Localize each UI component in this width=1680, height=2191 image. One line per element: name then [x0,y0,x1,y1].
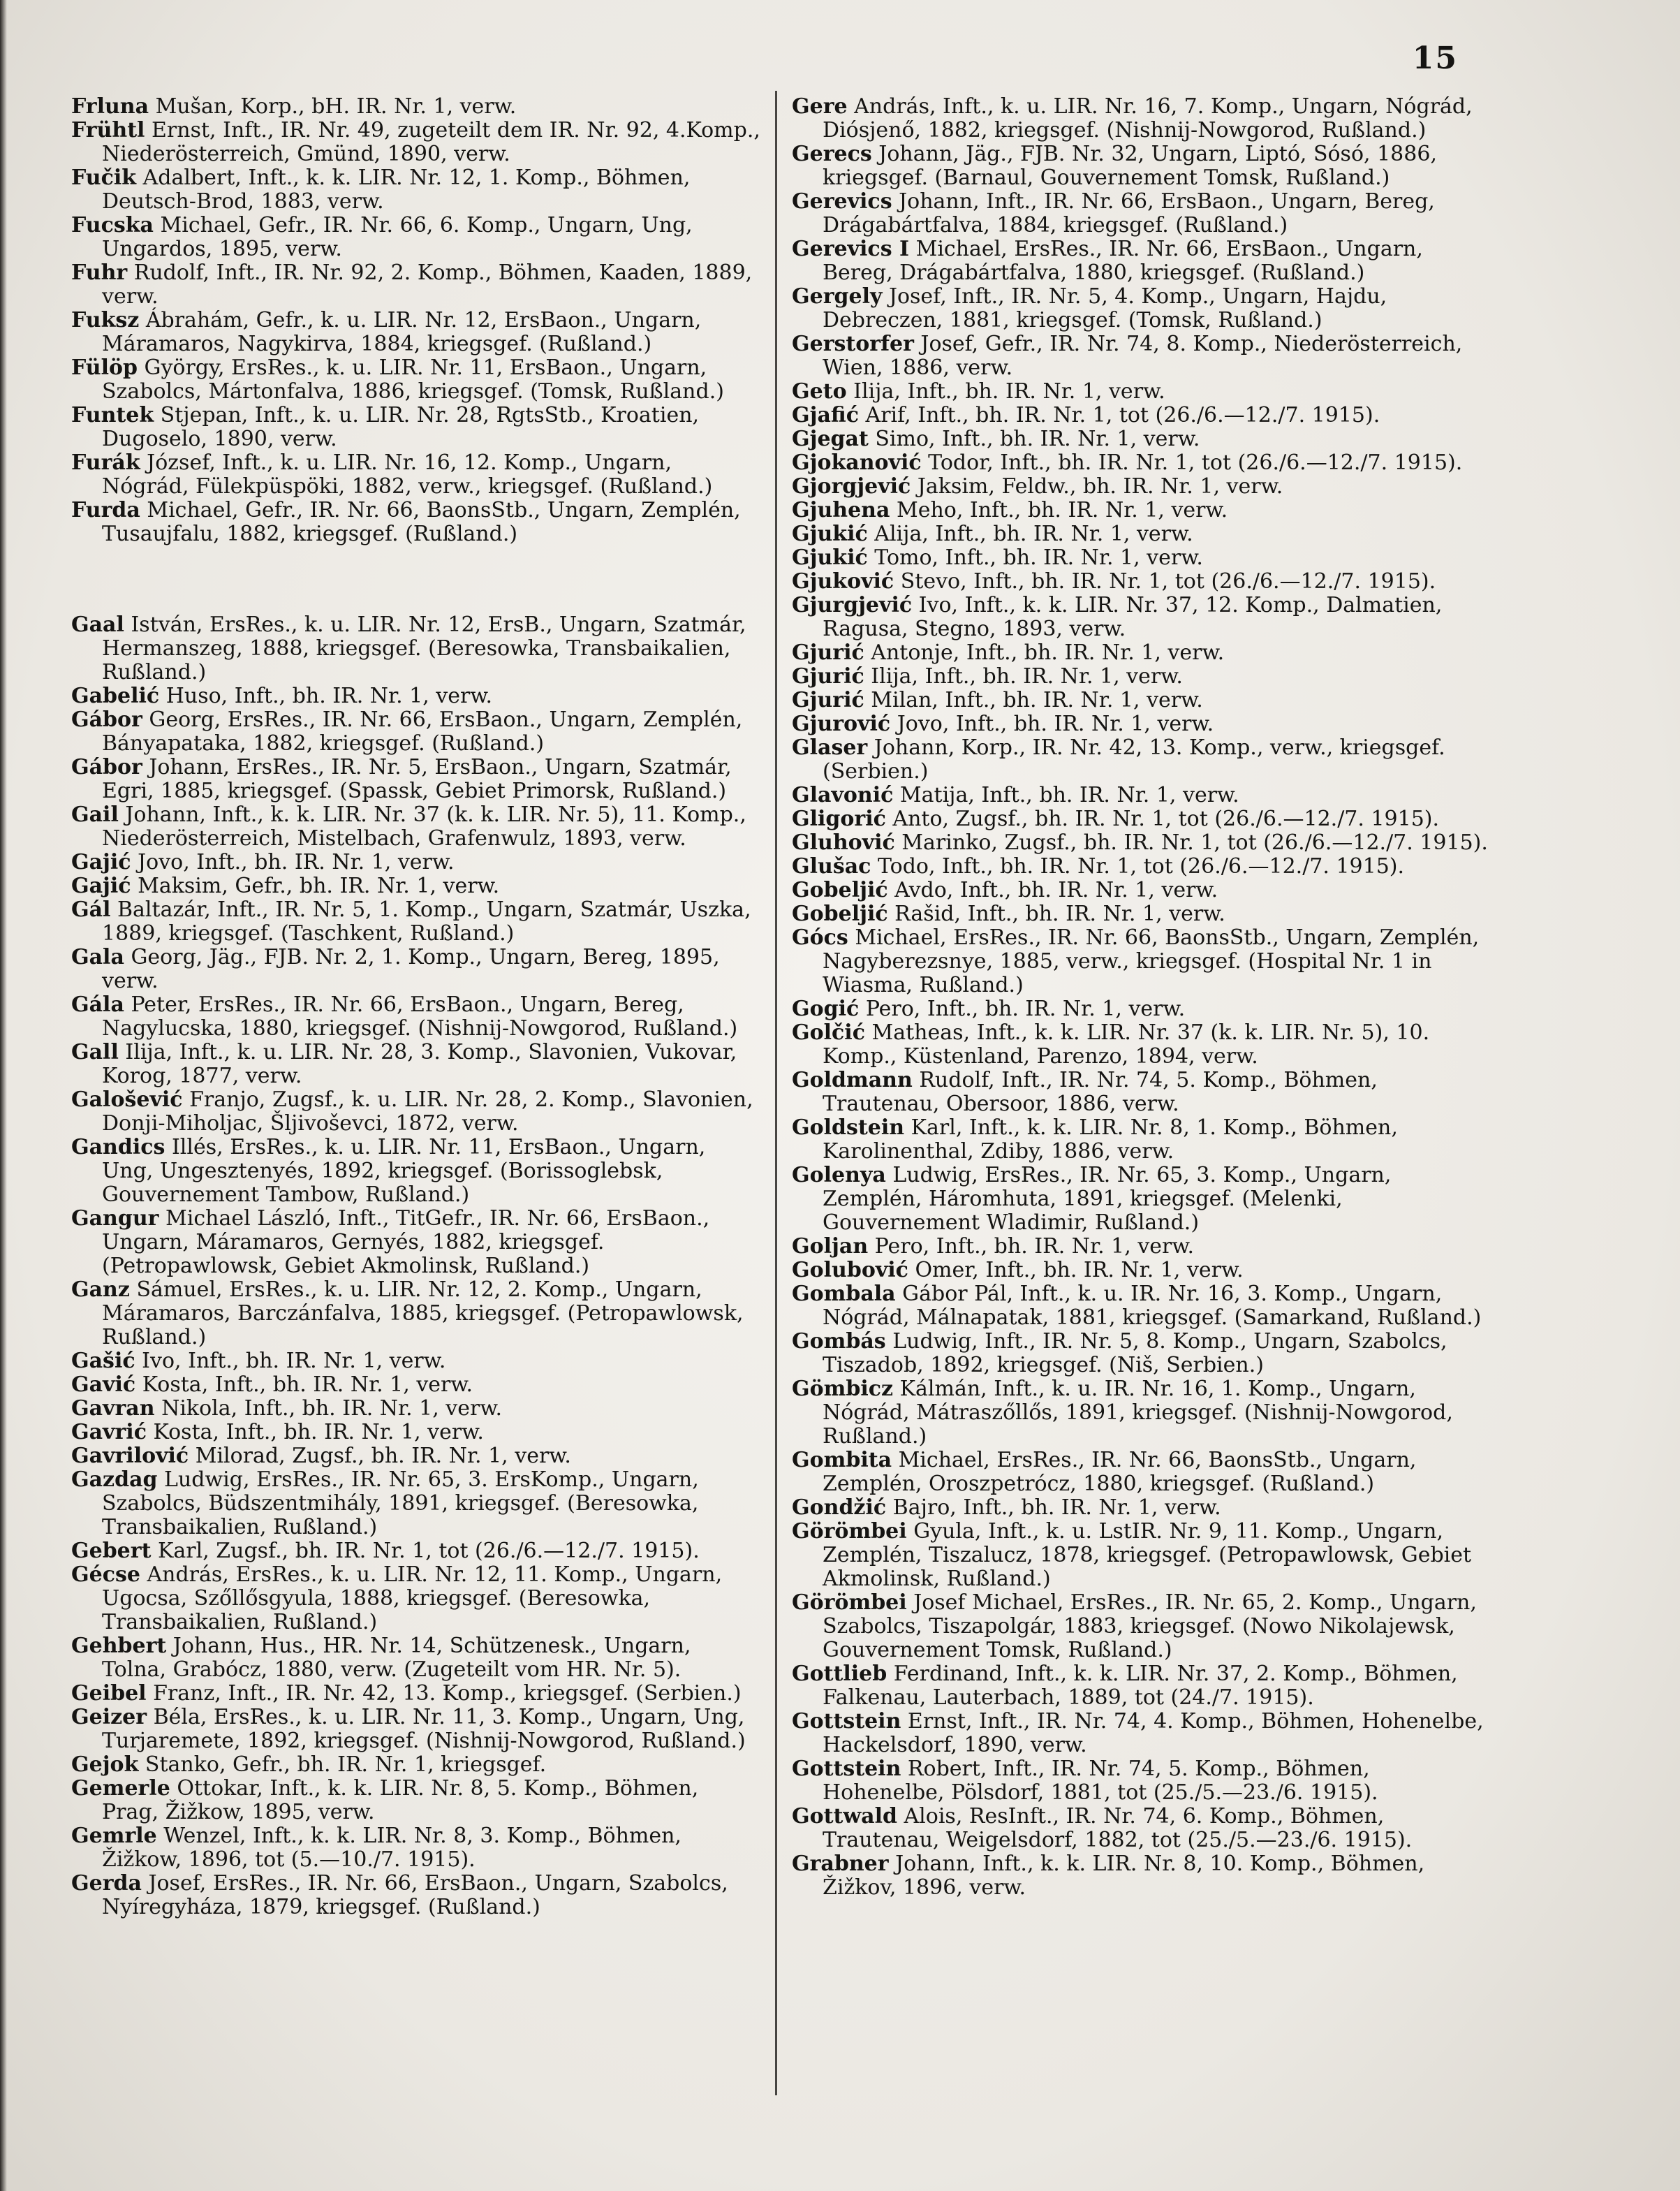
entry-details: Johann, Inft., k. k. LIR. Nr. 37 (k. k. LIR. Nr. 5), 11. Komp., Niederösterreich, Mistelbach, Grafenwulz, 1893, verw. [102,803,746,851]
entry-surname: Furda [71,498,140,522]
register-entry [71,1539,761,1563]
entry-surname: Golčić [792,1020,865,1045]
register-entry [792,475,1490,499]
entry-details: Wenzel, Inft., k. k. LIR. Nr. 8, 3. Komp., Böhmen, Žižkow, 1896, tot (5.—10./7. 1915). [102,1824,681,1872]
entry-surname: Gerevics I [792,237,910,261]
entry-details: Johann, Hus., HR. Nr. 14, Schützenesk., Ungarn, Tolna, Grabócz, 1880, verw. (Zugeteilt vom HR. Nr. 5). [102,1634,691,1682]
register-entry [71,1753,761,1777]
entry-details: Ilija, Inft., k. u. LIR. Nr. 28, 3. Komp., Slavonien, Vukovar, Korog, 1877, verw. [102,1040,737,1088]
scan-edge-shadow [0,0,7,2191]
register-entry [792,712,1490,736]
register-entry [792,879,1490,902]
entry-surname: Gala [71,945,124,969]
entry-surname: Gangur [71,1206,159,1231]
entry-details: Peter, ErsRes., IR. Nr. 66, ErsBaon., Ungarn, Bereg, Nagylucska, 1880, kriegsgef. (Nishnij-Nowgorod, Rußland.) [102,992,738,1041]
entry-surname: Grabner [792,1852,889,1876]
entry-details: Todo, Inft., bh. IR. Nr. 1, tot (26./6.—12./7. 1915). [871,854,1405,879]
entry-surname: Gajić [71,850,131,874]
register-entry [71,708,761,756]
register-entry [792,997,1490,1021]
entry-details: Johann, Inft., k. k. LIR. Nr. 8, 10. Komp., Böhmen, Žižkov, 1896, verw. [823,1852,1425,1900]
entry-details: Béla, ErsRes., k. u. LIR. Nr. 11, 3. Komp., Ungarn, Ung, Turjaremete, 1892, kriegsgef. (Nishnij-Nowgorod, Rußland.) [102,1705,746,1753]
entry-surname: Geibel [71,1681,147,1706]
entry-details: Mušan, Korp., bH. IR. Nr. 1, verw. [149,94,517,119]
entry-details: Milan, Inft., bh. IR. Nr. 1, verw. [864,688,1203,712]
entry-surname: Glaser [792,735,868,760]
entry-details: Stjepan, Inft., k. u. LIR. Nr. 28, RgtsStb., Kroatien, Dugoselo, 1890, verw. [102,403,700,451]
entry-surname: Gerevics [792,189,892,214]
register-entry [792,1591,1490,1662]
right-column [792,95,1490,1900]
entry-surname: Gjuhena [792,498,890,522]
register-entry [71,1207,761,1278]
entry-surname: Gašić [71,1349,135,1373]
entry-surname: Gaal [71,613,124,637]
entry-surname: Ganz [71,1277,130,1302]
register-entry [792,1449,1490,1496]
entry-details: Josef Michael, ErsRes., IR. Nr. 65, 2. Komp., Ungarn, Szabolcs, Tiszapolgár, 1883, kriegsgef. (Nowo Nikolajewsk, Gouvernement Tomsk, Rußland.) [823,1590,1477,1662]
entry-details: Gyula, Inft., k. u. LstIR. Nr. 9, 11. Komp., Ungarn, Zemplén, Tiszalucz, 1878, kriegsgef. (Petropawlowsk, Gebiet Akmolinsk, Rußland.) [823,1519,1472,1591]
section-gap [71,546,761,613]
register-entry [71,1278,761,1349]
entry-surname: Gobeljić [792,878,888,902]
register-entry [71,946,761,993]
entry-details: Michael, ErsRes., IR. Nr. 66, ErsBaon., Ungarn, Bereg, Drágabártfalva, 1880, kriegsgef. (Rußland.) [823,237,1423,285]
register-entry [71,1373,761,1397]
register-entry [792,1116,1490,1164]
entry-surname: Gejok [71,1752,139,1777]
entry-surname: Gombala [792,1282,896,1306]
register-entry [792,451,1490,475]
register-entry [792,1259,1490,1282]
entry-surname: Gerda [71,1871,142,1896]
entry-surname: Gogić [792,997,860,1021]
entry-details: Ernst, Inft., IR. Nr. 49, zugeteilt dem IR. Nr. 92, 4.Komp., Niederösterreich, Gmünd, 1890, verw. [102,118,760,166]
entry-surname: Gál [71,897,111,922]
register-entry [792,427,1490,451]
entry-details: Tomo, Inft., bh. IR. Nr. 1, verw. [867,545,1203,570]
register-entry [792,522,1490,546]
entry-details: Ferdinand, Inft., k. k. LIR. Nr. 37, 2. Komp., Böhmen, Falkenau, Lauterbach, 1889, tot (24./7. 1915). [823,1662,1458,1710]
entry-details: Johann, ErsRes., IR. Nr. 5, ErsBaon., Ungarn, Szatmár, Egri, 1885, kriegsgef. (Spassk, Gebiet Primorsk, Rußland.) [102,755,732,803]
register-entry [71,404,761,451]
register-entry [792,190,1490,237]
entry-details: Rudolf, Inft., IR. Nr. 92, 2. Komp., Böhmen, Kaaden, 1889, verw. [102,261,753,309]
entry-details: Matheas, Inft., k. k. LIR. Nr. 37 (k. k. LIR. Nr. 5), 10. Komp., Küstenland, Parenzo, 1894, verw. [823,1020,1430,1069]
entry-surname: Gottstein [792,1757,901,1781]
entry-details: Adalbert, Inft., k. k. LIR. Nr. 12, 1. Komp., Böhmen, Deutsch-Brod, 1883, verw. [102,166,691,214]
register-entry [71,756,761,803]
register-entry [792,1235,1490,1259]
entry-details: Johann, Korp., IR. Nr. 42, 13. Komp., verw., kriegsgef. (Serbien.) [823,735,1445,784]
register-entry [792,807,1490,831]
entry-surname: Glavonić [792,783,894,807]
register-entry [71,898,761,946]
entry-details: Michael László, Inft., TitGefr., IR. Nr. 66, ErsBaon., Ungarn, Máramaros, Gernyés, 1882, kriegsgef. (Petropawlowsk, Gebiet Akmolinsk, Rußland.) [102,1206,710,1278]
entry-details: Michael, Gefr., IR. Nr. 66, BaonsStb., Ungarn, Zemplén, Tusaujfalu, 1882, kriegsgef. (Rußland.) [102,498,741,546]
entry-details: Ivo, Inft., bh. IR. Nr. 1, verw. [135,1349,446,1373]
register-entry [71,309,761,356]
entry-details: Michael, ErsRes., IR. Nr. 66, BaonsStb., Ungarn, Zemplén, Nagyberezsnye, 1885, verw., kriegsgef. (Hospital Nr. 1 in Wiasma, Rußland.) [823,925,1480,997]
entry-details: Robert, Inft., IR. Nr. 74, 5. Komp., Böhmen, Hohenelbe, Pölsdorf, 1881, tot (25./5.—23./6. 1915). [823,1757,1378,1805]
entry-details: Marinko, Zugsf., bh. IR. Nr. 1, tot (26./6.—12./7. 1915). [894,830,1488,855]
register-entry [792,499,1490,522]
entry-surname: Gobeljić [792,902,888,926]
entry-surname: Gömbicz [792,1377,894,1401]
entry-surname: Gemrle [71,1824,157,1848]
register-entry [792,1164,1490,1235]
register-entry [792,784,1490,807]
entry-surname: Gottwald [792,1804,897,1829]
entry-details: Josef, ErsRes., IR. Nr. 66, ErsBaon., Ungarn, Szabolcs, Nyíregyháza, 1879, kriegsgef. (Rußland.) [102,1871,728,1919]
entry-details: Stevo, Inft., bh. IR. Nr. 1, tot (26./6.—12./7. 1915). [894,569,1436,594]
entry-details: Ernst, Inft., IR. Nr. 74, 4. Komp., Böhmen, Hohenelbe, Hackelsdorf, 1890, verw. [823,1709,1484,1757]
register-entry [792,641,1490,665]
register-entry [71,166,761,214]
entry-surname: Furák [71,450,140,475]
entry-surname: Gottstein [792,1709,901,1734]
entry-details: Karl, Inft., k. k. LIR. Nr. 8, 1. Komp., Böhmen, Karolinenthal, Zdiby, 1886, verw. [823,1115,1398,1164]
entry-surname: Gécse [71,1562,140,1587]
entry-surname: Fülöp [71,356,138,380]
entry-surname: Gall [71,1040,119,1064]
entry-details: Bajro, Inft., bh. IR. Nr. 1, verw. [886,1495,1221,1520]
page-number: 15 [1412,41,1458,76]
entry-surname: Fuhr [71,261,128,285]
entry-surname: Golubović [792,1258,908,1282]
register-entry [792,665,1490,689]
entry-details: Nikola, Inft., bh. IR. Nr. 1, verw. [154,1396,502,1421]
entry-details: Josef, Inft., IR. Nr. 5, 4. Komp., Ungarn, Hajdu, Debreczen, 1881, kriegsgef. (Tomsk, Rußland.) [823,284,1387,332]
entry-surname: Gjurić [792,640,864,665]
register-entry [792,285,1490,332]
entry-details: Avdo, Inft., bh. IR. Nr. 1, verw. [887,878,1218,902]
register-entry [71,1824,761,1872]
entry-details: Ludwig, Inft., IR. Nr. 5, 8. Komp., Ungarn, Szabolcs, Tiszadob, 1892, kriegsgef. (Niš, Serbien.) [823,1329,1447,1377]
entry-surname: Gála [71,992,124,1017]
entry-surname: Görömbei [792,1590,907,1615]
entry-surname: Gebert [71,1539,152,1563]
register-entry [71,261,761,309]
entry-surname: Gerstorfer [792,332,914,356]
entry-details: Alois, ResInft., IR. Nr. 74, 6. Komp., Böhmen, Trautenau, Weigelsdorf, 1882, tot (25./5.—23./6. 1915). [823,1804,1413,1852]
register-entry [792,1496,1490,1520]
register-entry [71,1088,761,1136]
register-entry [792,1852,1490,1900]
entry-surname: Gondžić [792,1495,887,1520]
register-entry [71,684,761,708]
entry-details: Kálmán, Inft., k. u. IR. Nr. 16, 1. Komp., Ungarn, Nógrád, Mátraszőllős, 1891, kriegsgef. (Nishnij-Nowgorod, Rußland.) [823,1377,1453,1449]
register-entry [792,1662,1490,1710]
entry-details: Ilija, Inft., bh. IR. Nr. 1, verw. [846,379,1165,404]
entry-details: Simo, Inft., bh. IR. Nr. 1, verw. [868,427,1200,451]
entry-details: István, ErsRes., k. u. LIR. Nr. 12, ErsB., Ungarn, Szatmár, Hermanszeg, 1888, kriegsgef. (Beresowka, Transbaikalien, Rußland.) [102,613,746,684]
entry-surname: Gjegat [792,427,869,451]
column-divider [775,91,777,2095]
register-entry [792,1377,1490,1449]
register-entry [71,1634,761,1682]
entry-surname: Gábor [71,755,142,779]
entry-surname: Gavrilović [71,1444,189,1468]
entry-surname: Gombás [792,1329,886,1354]
entry-details: Alija, Inft., bh. IR. Nr. 1, verw. [867,522,1193,546]
register-entry [792,142,1490,190]
register-entry [792,831,1490,855]
entry-surname: Gjurgjević [792,593,913,617]
entry-details: Georg, Jäg., FJB. Nr. 2, 1. Komp., Ungarn, Bereg, 1895, verw. [102,945,720,993]
entry-surname: Frluna [71,94,149,119]
entry-surname: Funtek [71,403,154,427]
entry-details: Gábor Pál, Inft., k. u. IR. Nr. 16, 3. Komp., Ungarn, Nógrád, Málnapatak, 1881, kriegsgef. (Samarkand, Rußland.) [823,1282,1482,1330]
entry-surname: Golenya [792,1163,886,1187]
entry-details: Kosta, Inft., bh. IR. Nr. 1, verw. [146,1420,484,1444]
entry-details: Sámuel, ErsRes., k. u. LIR. Nr. 12, 2. Komp., Ungarn, Máramaros, Barczánfalva, 1885, kriegsgef. (Petropawlowsk, Rußland.) [102,1277,744,1349]
entry-surname: Fucska [71,213,154,237]
register-entry [792,404,1490,427]
entry-details: Milorad, Zugsf., bh. IR. Nr. 1, verw. [189,1444,571,1468]
entry-details: Antonje, Inft., bh. IR. Nr. 1, verw. [864,640,1225,665]
entry-surname: Gail [71,803,119,827]
register-entry [71,214,761,261]
entry-details: Pero, Inft., bh. IR. Nr. 1, verw. [868,1234,1195,1259]
entry-details: Johann, Inft., IR. Nr. 66, ErsBaon., Ungarn, Bereg, Drágabártfalva, 1884, kriegsgef. (Rußland.) [823,189,1435,237]
entry-surname: Gavran [71,1396,155,1421]
entry-surname: Geto [792,379,847,404]
register-entry [792,926,1490,997]
entry-surname: Gligorić [792,807,886,831]
register-entry [71,1563,761,1634]
register-entry [71,1468,761,1539]
register-entry [71,356,761,404]
entry-details: Huso, Inft., bh. IR. Nr. 1, verw. [159,684,493,708]
entry-surname: Gluhović [792,830,895,855]
entry-surname: Gabelić [71,684,160,708]
entry-details: Karl, Zugsf., bh. IR. Nr. 1, tot (26./6.—12./7. 1915). [151,1539,700,1563]
entry-details: Jaksim, Feldw., bh. IR. Nr. 1, verw. [911,474,1283,499]
entry-surname: Gjukić [792,522,868,546]
register-entry [792,689,1490,712]
entry-surname: Fuksz [71,308,140,332]
register-entry [71,1444,761,1468]
entry-details: Johann, Jäg., FJB. Nr. 32, Ungarn, Liptó, Sósó, 1886, kriegsgef. (Barnaul, Gouvernement Tomsk, Rußland.) [823,142,1437,190]
register-entry [792,95,1490,142]
left-column [71,95,761,1919]
register-entry [792,1805,1490,1852]
register-entry [792,902,1490,926]
register-entry [71,874,761,898]
entry-surname: Gajić [71,874,131,898]
register-entry [71,851,761,874]
entry-surname: Gombita [792,1448,892,1472]
entry-surname: Gócs [792,925,848,950]
register-entry [71,1349,761,1373]
entry-surname: Frühtl [71,118,145,142]
entry-details: Rašid, Inft., bh. IR. Nr. 1, verw. [887,902,1225,926]
entry-surname: Gjafić [792,403,859,427]
register-entry [792,570,1490,594]
entry-details: Anto, Zugsf., bh. IR. Nr. 1, tot (26./6.—12./7. 1915). [885,807,1440,831]
register-entry [71,1136,761,1207]
entry-details: Stanko, Gefr., bh. IR. Nr. 1, kriegsgef. [138,1752,547,1777]
entry-surname: Fučik [71,166,137,190]
entry-details: Ivo, Inft., k. k. LIR. Nr. 37, 12. Komp., Dalmatien, Ragusa, Stegno, 1893, verw. [823,593,1443,641]
entry-details: András, ErsRes., k. u. LIR. Nr. 12, 11. Komp., Ungarn, Ugocsa, Szőllősgyula, 1888, kriegsgef. (Beresowka, Transbaikalien, Rußland.) [102,1562,723,1634]
entry-surname: Gottlieb [792,1662,887,1686]
entry-surname: Gjorgjević [792,474,911,499]
entry-surname: Gazdag [71,1467,158,1492]
entry-details: Kosta, Inft., bh. IR. Nr. 1, verw. [135,1372,473,1397]
entry-surname: Goldmann [792,1068,913,1092]
entry-surname: Goldstein [792,1115,905,1140]
register-entry [792,1330,1490,1377]
entry-surname: Gjurić [792,664,864,689]
register-entry [71,1041,761,1088]
entry-details: Illés, ErsRes., k. u. LIR. Nr. 11, ErsBaon., Ungarn, Ung, Ungesztenyés, 1892, kriegsgef. (Borissoglebsk, Gouvernement Tambow, Rußland.) [102,1135,706,1207]
entry-details: Michael, ErsRes., IR. Nr. 66, BaonsStb., Ungarn, Zemplén, Oroszpetrócz, 1880, kriegsgef. (Rußland.) [823,1448,1417,1496]
entry-details: Arif, Inft., bh. IR. Nr. 1, tot (26./6.—12./7. 1915). [859,403,1380,427]
entry-surname: Galošević [71,1087,183,1112]
entry-surname: Goljan [792,1234,869,1259]
entry-surname: Gerecs [792,142,872,166]
entry-details: Jovo, Inft., bh. IR. Nr. 1, verw. [890,712,1214,736]
register-entry [71,1421,761,1444]
entry-surname: Gandics [71,1135,165,1159]
entry-surname: Gere [792,94,848,119]
entry-surname: Gjuković [792,569,894,594]
entry-details: Matija, Inft., bh. IR. Nr. 1, verw. [893,783,1239,807]
entry-details: Georg, ErsRes., IR. Nr. 66, ErsBaon., Ungarn, Zemplén, Bányapataka, 1882, kriegsgef. (Rußland.) [102,708,743,756]
entry-surname: Gábor [71,708,142,732]
register-entry [792,1520,1490,1591]
entry-details: Michael, Gefr., IR. Nr. 66, 6. Komp., Ungarn, Ung, Ungardos, 1895, verw. [102,213,693,261]
register-entry [792,1710,1490,1757]
entry-surname: Gjokanović [792,450,922,475]
entry-surname: Gjurović [792,712,891,736]
entry-details: Ilija, Inft., bh. IR. Nr. 1, verw. [864,664,1183,689]
register-entry [71,1777,761,1824]
entry-details: Ottokar, Inft., k. k. LIR. Nr. 8, 5. Komp., Böhmen, Prag, Žižkow, 1895, verw. [102,1776,699,1824]
register-entry [792,1757,1490,1805]
register-entry [71,613,761,684]
register-entry [792,332,1490,380]
entry-surname: Gjurić [792,688,864,712]
register-entry [792,1069,1490,1116]
entry-details: György, ErsRes., k. u. LIR. Nr. 11, ErsBaon., Ungarn, Szabolcs, Mártonfalva, 1886, kriegsgef. (Tomsk, Rußland.) [102,356,724,404]
entry-details: Ludwig, ErsRes., IR. Nr. 65, 3. ErsKomp., Ungarn, Szabolcs, Büdszentmihály, 1891, kriegsgef. (Beresowka, Transbaikalien, Rußland.) [102,1467,699,1539]
register-entry [71,1872,761,1919]
register-entry [71,119,761,166]
register-entry [71,1682,761,1706]
register-entry [792,546,1490,570]
entry-details: Rudolf, Inft., IR. Nr. 74, 5. Komp., Böhmen, Trautenau, Obersoor, 1886, verw. [823,1068,1378,1116]
register-entry [792,380,1490,404]
entry-details: Franz, Inft., IR. Nr. 42, 13. Komp., kriegsgef. (Serbien.) [146,1681,742,1706]
register-entry [71,499,761,546]
register-entry [71,1706,761,1753]
entry-surname: Görömbei [792,1519,907,1544]
register-entry [71,451,761,499]
entry-details: Baltazár, Inft., IR. Nr. 5, 1. Komp., Ungarn, Szatmár, Uszka, 1889, kriegsgef. (Taschkent, Rußland.) [102,897,751,946]
register-entry [71,993,761,1041]
register-entry [792,1021,1490,1069]
register-entry [792,855,1490,879]
entry-surname: Geizer [71,1705,147,1729]
entry-surname: Gehbert [71,1634,167,1658]
entry-details: Franjo, Zugsf., k. u. LIR. Nr. 28, 2. Komp., Slavonien, Donji-Miholjac, Šljivoševci, 1872, verw. [102,1087,753,1136]
entry-surname: Glušac [792,854,871,879]
register-entry [71,803,761,851]
entry-details: Todor, Inft., bh. IR. Nr. 1, tot (26./6.—12./7. 1915). [921,450,1463,475]
entry-details: Josef, Gefr., IR. Nr. 74, 8. Komp., Niederösterreich, Wien, 1886, verw. [823,332,1463,380]
register-entry [792,1282,1490,1330]
entry-details: József, Inft., k. u. LIR. Nr. 16, 12. Komp., Ungarn, Nógrád, Fülekpüspöki, 1882, verw., kriegsgef. (Rußland.) [102,450,713,499]
register-entry [71,95,761,119]
entry-details: Jovo, Inft., bh. IR. Nr. 1, verw. [131,850,455,874]
register-entry [792,594,1490,641]
entry-surname: Gavrić [71,1420,147,1444]
entry-surname: Gemerle [71,1776,170,1801]
entry-surname: Gjukić [792,545,868,570]
entry-surname: Gavić [71,1372,136,1397]
entry-surname: Gergely [792,284,883,309]
entry-details: Pero, Inft., bh. IR. Nr. 1, verw. [859,997,1186,1021]
entry-details: Omer, Inft., bh. IR. Nr. 1, verw. [908,1258,1244,1282]
register-entry [792,237,1490,285]
register-entry [71,1397,761,1421]
entry-details: Ábrahám, Gefr., k. u. LIR. Nr. 12, ErsBaon., Ungarn, Máramaros, Nagykirva, 1884, kriegsgef. (Rußland.) [102,308,702,356]
entry-details: Maksim, Gefr., bh. IR. Nr. 1, verw. [131,874,500,898]
entry-details: András, Inft., k. u. LIR. Nr. 16, 7. Komp., Ungarn, Nógrád, Diósjenő, 1882, kriegsgef. (Nishnij-Nowgorod, Rußland.) [823,94,1473,142]
register-entry [792,736,1490,784]
entry-details: Ludwig, ErsRes., IR. Nr. 65, 3. Komp., Ungarn, Zemplén, Háromhuta, 1891, kriegsgef. (Melenki, Gouvernement Wladimir, Rußland.) [823,1163,1392,1235]
entry-details: Meho, Inft., bh. IR. Nr. 1, verw. [890,498,1228,522]
